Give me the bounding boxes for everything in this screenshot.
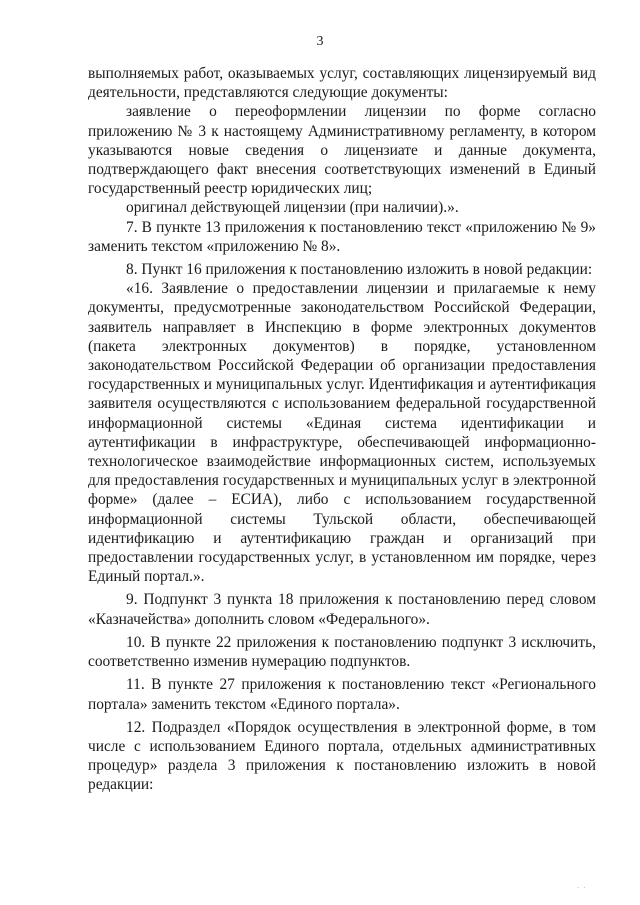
page-number: 3 bbox=[316, 34, 324, 49]
paragraph-item-8: 8. Пункт 16 приложения к постановлению изложить в новой редакции: bbox=[126, 261, 593, 279]
paragraph-original-license: оригинал действующей лицензии (при наличии).». bbox=[126, 199, 459, 217]
paragraph-item-7: 7. В пункте 13 приложения к постановлению текст «приложению № 9» заменить текстом «приложению № 8». bbox=[88, 218, 596, 255]
paragraph-item-11: 11. В пункте 27 приложения к постановлению текст «Регионального портала» заменить текстом «Единого портала». bbox=[88, 676, 596, 713]
paragraph-application-form: заявление о переоформлении лицензии по форме согласно приложению № 3 к настоящему Административному регламенту, в котором указываются новые сведения о лицензиате и данные документа, подтверждающего факт внесения соответствующих изменений в Единый государственный реестр юридических лиц; bbox=[88, 103, 596, 198]
scan-edge-mark: · · bbox=[577, 884, 587, 892]
document-body bbox=[88, 64, 596, 795]
paragraph-continuation: выполняемых работ, оказываемых услуг, составляющих лицензируемый вид деятельности, представляются следующие документы: bbox=[88, 65, 596, 102]
paragraph-item-16-quote: «16. Заявление о предоставлении лицензии и прилагаемые к нему документы, предусмотренные законодательством Российской Федерации, заявитель направляет в Инспекцию в форме электронных документов (пакета электронных документов) в порядке, установленном законодательством Российской Федерации об организации предоставления государственных и муниципальных услуг. Идентификация и аутентификация заявителя осуществляются с использованием федеральной государственной информационной системы «Единая система идентификации и аутентификации в инфраструктуре, обеспечивающей информационно-технологическое взаимодействие информационных систем, используемых для предоставления государственных и муниципальных услуг в электронной форме» (далее – ЕСИА), либо с использованием государственной информационной системы Тульской области, обеспечивающей идентификацию и аутентификацию граждан и организаций при предоставлении государственных услуг, в установленном им порядке, через Единый портал.». bbox=[88, 280, 596, 586]
paragraph-item-9: 9. Подпункт 3 пункта 18 приложения к постановлению перед словом «Казначейства» дополнить словом «Федерального». bbox=[88, 591, 596, 628]
paragraph-item-12: 12. Подраздел «Порядок осуществления в электронной форме, в том числе с использованием Единого портала, отдельных административных процедур» раздела 3 приложения к постановлению изложить в новой редакции: bbox=[88, 718, 596, 794]
paragraph-item-10: 10. В пункте 22 приложения к постановлению подпункт 3 исключить, соответственно изменив нумерацию подпунктов. bbox=[88, 633, 596, 671]
